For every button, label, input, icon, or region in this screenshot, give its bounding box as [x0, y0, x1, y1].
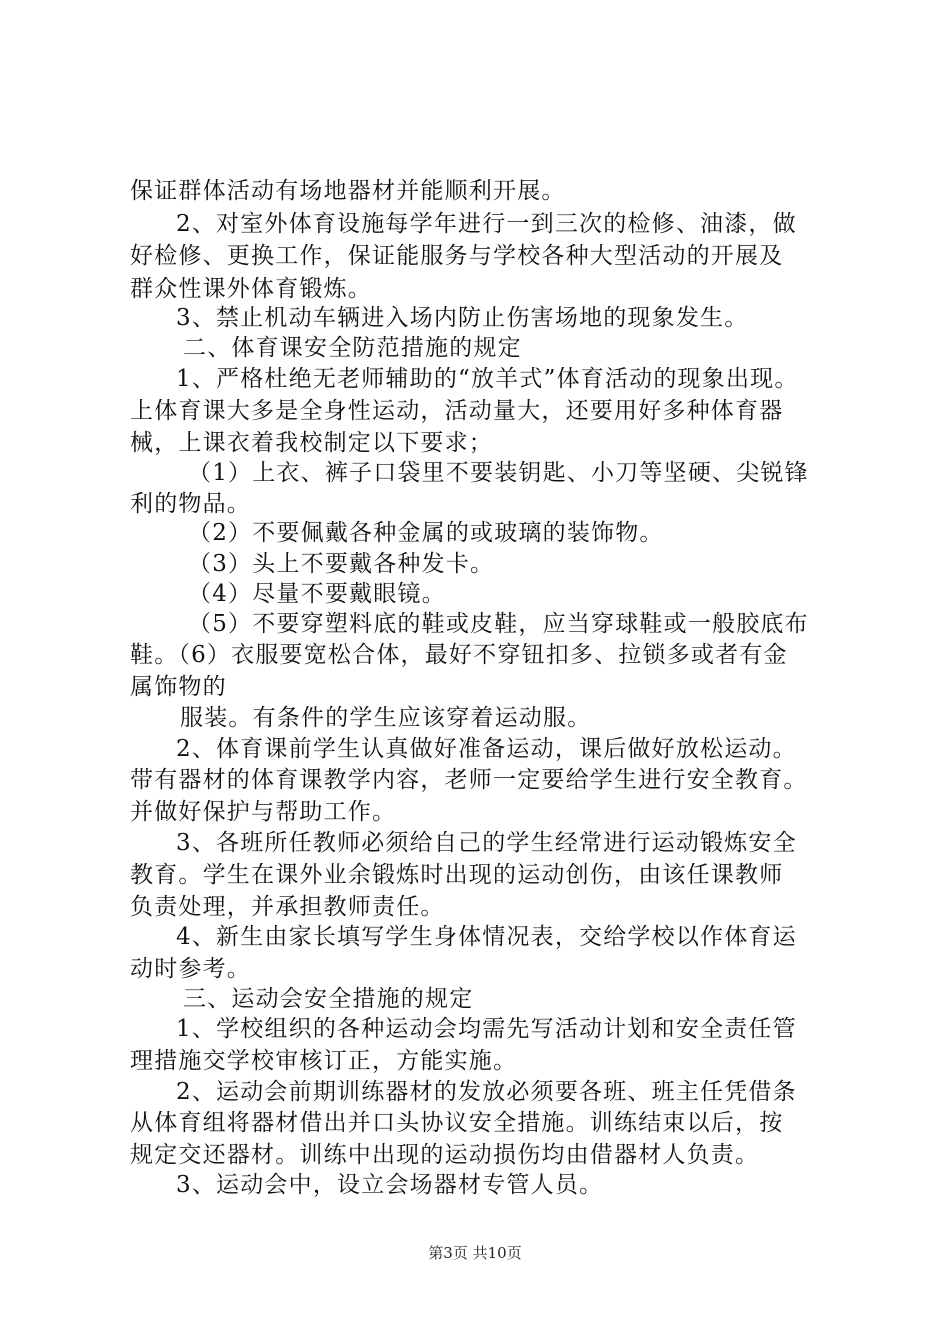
text-line-24: 负责处理，并承担教师责任。 — [130, 894, 445, 920]
text-line-5: 3、禁止机动车辆进入场内防止伤害场地的现象发生。 — [176, 305, 749, 331]
text-line-20: 带有器材的体育课教学内容，老师一定要给学生进行安全教育。 — [130, 767, 808, 793]
text-line-4: 群众性课外体育锻炼。 — [130, 276, 372, 302]
text-line-23: 教育。学生在课外业余锻炼时出现的运动创伤，由该任课教师 — [130, 862, 784, 888]
text-line-29: 理措施交学校审核订正，方能实施。 — [130, 1048, 518, 1074]
text-line-2: 2、对室外体育设施每学年进行一到三次的检修、油漆，做 — [176, 211, 797, 237]
text-line-9: 械，上课衣着我校制定以下要求； — [130, 430, 493, 456]
text-line-19: 2、体育课前学生认真做好准备运动，课后做好放松运动。 — [176, 736, 797, 762]
text-line-25: 4、新生由家长填写学生身体情况表，交给学校以作体育运 — [176, 924, 797, 950]
text-line-16: 鞋。（6）衣服要宽松合体，最好不穿钮扣多、拉锁多或者有金 — [130, 642, 788, 668]
text-line-3: 好检修、更换工作，保证能服务与学校各种大型活动的开展及 — [130, 243, 784, 269]
text-line-26: 动时参考。 — [130, 956, 251, 982]
text-line-8: 上体育课大多是全身性运动，活动量大，还要用好多种体育器 — [130, 398, 784, 424]
text-line-13: （3）头上不要戴各种发卡。 — [188, 551, 495, 577]
text-line-31: 从体育组将器材借出并口头协议安全措施。训练结束以后，按 — [130, 1110, 784, 1136]
text-line-10: （1）上衣、裤子口袋里不要装钥匙、小刀等坚硬、尖锐锋 — [188, 460, 809, 486]
text-line-21: 并做好保护与帮助工作。 — [130, 799, 397, 825]
text-line-15: （5）不要穿塑料底的鞋或皮鞋，应当穿球鞋或一般胶底布 — [188, 611, 809, 637]
text-line-30: 2、运动会前期训练器材的发放必须要各班、班主任凭借条 — [176, 1079, 797, 1105]
page-number-footer: 第3页 共10页 — [428, 1244, 522, 1262]
text-line-33: 3、运动会中，设立会场器材专管人员。 — [176, 1172, 604, 1198]
text-line-1: 保证群体活动有场地器材并能顺利开展。 — [130, 178, 566, 204]
text-line-11: 利的物品。 — [130, 491, 251, 517]
text-line-22: 3、各班所任教师必须给自己的学生经常进行运动锻炼安全 — [176, 830, 797, 856]
text-line-18: 服装。有条件的学生应该穿着运动服。 — [180, 705, 592, 731]
section-heading-2: 二、体育课安全防范措施的规定 — [183, 335, 522, 361]
text-line-32: 规定交还器材。训练中出现的运动损伤均由借器材人负责。 — [130, 1142, 760, 1168]
text-line-28: 1、学校组织的各种运动会均需先写活动计划和安全责任管 — [176, 1016, 797, 1042]
section-heading-3: 三、运动会安全措施的规定 — [183, 986, 474, 1012]
text-line-17: 属饰物的 — [130, 674, 227, 700]
text-line-12: （2）不要佩戴各种金属的或玻璃的装饰物。 — [188, 520, 664, 546]
text-line-7: 1、严格杜绝无老师辅助的“放羊式”体育活动的现象出现。 — [176, 366, 799, 392]
text-line-14: （4）尽量不要戴眼镜。 — [188, 581, 446, 607]
